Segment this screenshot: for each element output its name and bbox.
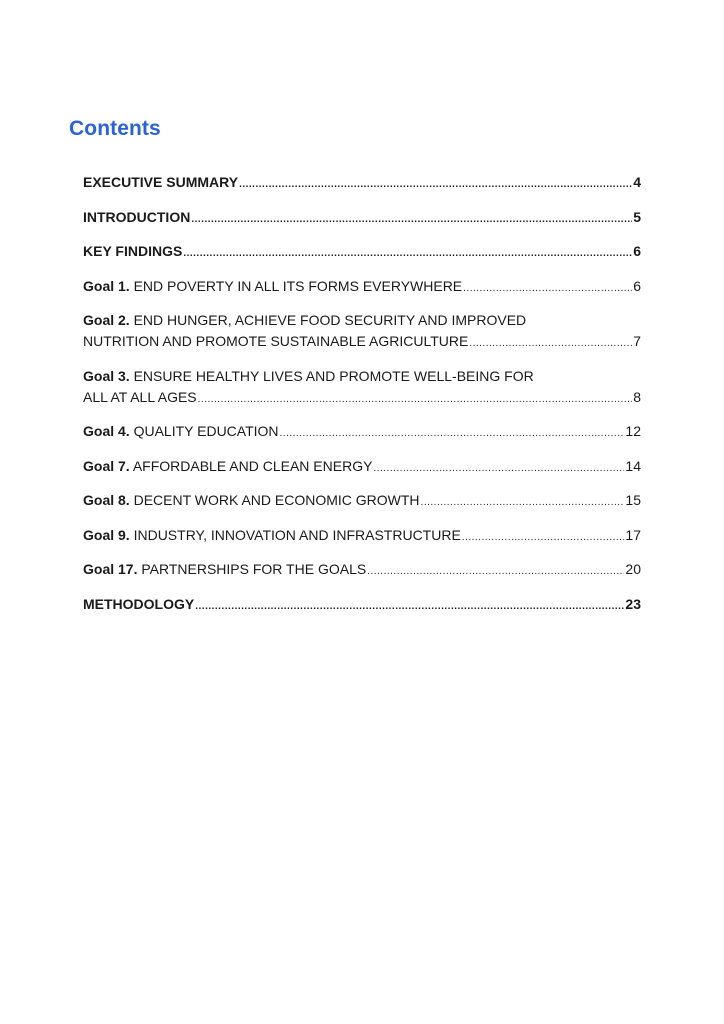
goal-title-line-1: END HUNGER, ACHIEVE FOOD SECURITY AND IMPROVED [133, 312, 527, 328]
toc-entry-methodology[interactable] [83, 594, 641, 617]
toc-entry-title: METHODOLOGY [83, 595, 195, 612]
dot-leader [367, 561, 624, 582]
toc-page-number: 17 [625, 526, 641, 543]
goal-title: AFFORDABLE AND CLEAN ENERGY [132, 457, 373, 474]
toc-entry-introduction[interactable] [83, 207, 641, 230]
toc-page-number: 14 [625, 457, 641, 474]
goal-label: Goal 17. [83, 561, 138, 577]
goal-label: Goal 2. [83, 312, 130, 328]
dot-leader [469, 333, 632, 354]
toc-entry-goal-8[interactable] [83, 490, 641, 513]
goal-title-line-1: ENSURE HEALTHY LIVES AND PROMOTE WELL-BEING FOR [133, 367, 534, 384]
goal-label: Goal 8. [83, 492, 130, 508]
goal-label: Goal 3. [83, 367, 130, 384]
goal-title: END POVERTY IN ALL ITS FORMS EVERYWHERE [133, 277, 463, 294]
toc-page-number: 4 [633, 174, 641, 190]
toc-entry-title: INTRODUCTION [83, 208, 191, 225]
dot-leader [280, 423, 625, 444]
toc-entry-goal-3[interactable] [83, 366, 641, 410]
goal-label: Goal 1. [83, 277, 130, 294]
toc-page-number: 5 [633, 208, 641, 225]
toc-page-number: 6 [633, 243, 641, 259]
toc-page-number: 8 [633, 388, 641, 405]
dot-leader [198, 389, 633, 410]
toc-entry-goal-9[interactable] [83, 525, 641, 548]
goal-label: Goal 7. [83, 457, 130, 474]
toc-entry-goal-17[interactable] [83, 559, 641, 582]
goal-title: DECENT WORK AND ECONOMIC GROWTH [133, 492, 420, 508]
toc-entry-title: EXECUTIVE SUMMARY [83, 174, 239, 190]
toc-page-number: 7 [633, 333, 641, 349]
dot-leader [195, 596, 624, 617]
dot-leader [191, 209, 632, 230]
toc-entry-goal-4[interactable] [83, 421, 641, 444]
table-of-contents [83, 172, 641, 628]
dot-leader [373, 458, 624, 479]
toc-entry-executive-summary[interactable] [83, 172, 641, 195]
goal-label: Goal 4. [83, 423, 130, 439]
toc-entry-goal-2[interactable] [83, 310, 641, 354]
dot-leader [463, 278, 632, 299]
page-title: Contents [69, 117, 161, 140]
goal-title: QUALITY EDUCATION [133, 423, 279, 439]
goal-label: Goal 9. [83, 526, 130, 543]
toc-entry-title: KEY FINDINGS [83, 243, 183, 259]
toc-entry-key-findings[interactable] [83, 241, 641, 264]
toc-page-number: 20 [625, 561, 641, 577]
toc-entry-goal-1[interactable] [83, 276, 641, 299]
toc-entry-goal-7[interactable] [83, 456, 641, 479]
dot-leader [421, 492, 625, 513]
toc-page-number: 23 [625, 595, 641, 612]
toc-page-number: 12 [625, 423, 641, 439]
goal-title: INDUSTRY, INNOVATION AND INFRASTRUCTURE [133, 526, 461, 543]
goal-title: PARTNERSHIPS FOR THE GOALS [141, 561, 367, 577]
dot-leader [239, 174, 632, 195]
goal-title-line-2: ALL AT ALL AGES [83, 388, 197, 405]
toc-page-number: 15 [625, 492, 641, 508]
goal-title-line-2: NUTRITION AND PROMOTE SUSTAINABLE AGRICULTURE [83, 333, 469, 349]
toc-page-number: 6 [633, 277, 641, 294]
dot-leader [183, 243, 632, 264]
dot-leader [462, 527, 625, 548]
